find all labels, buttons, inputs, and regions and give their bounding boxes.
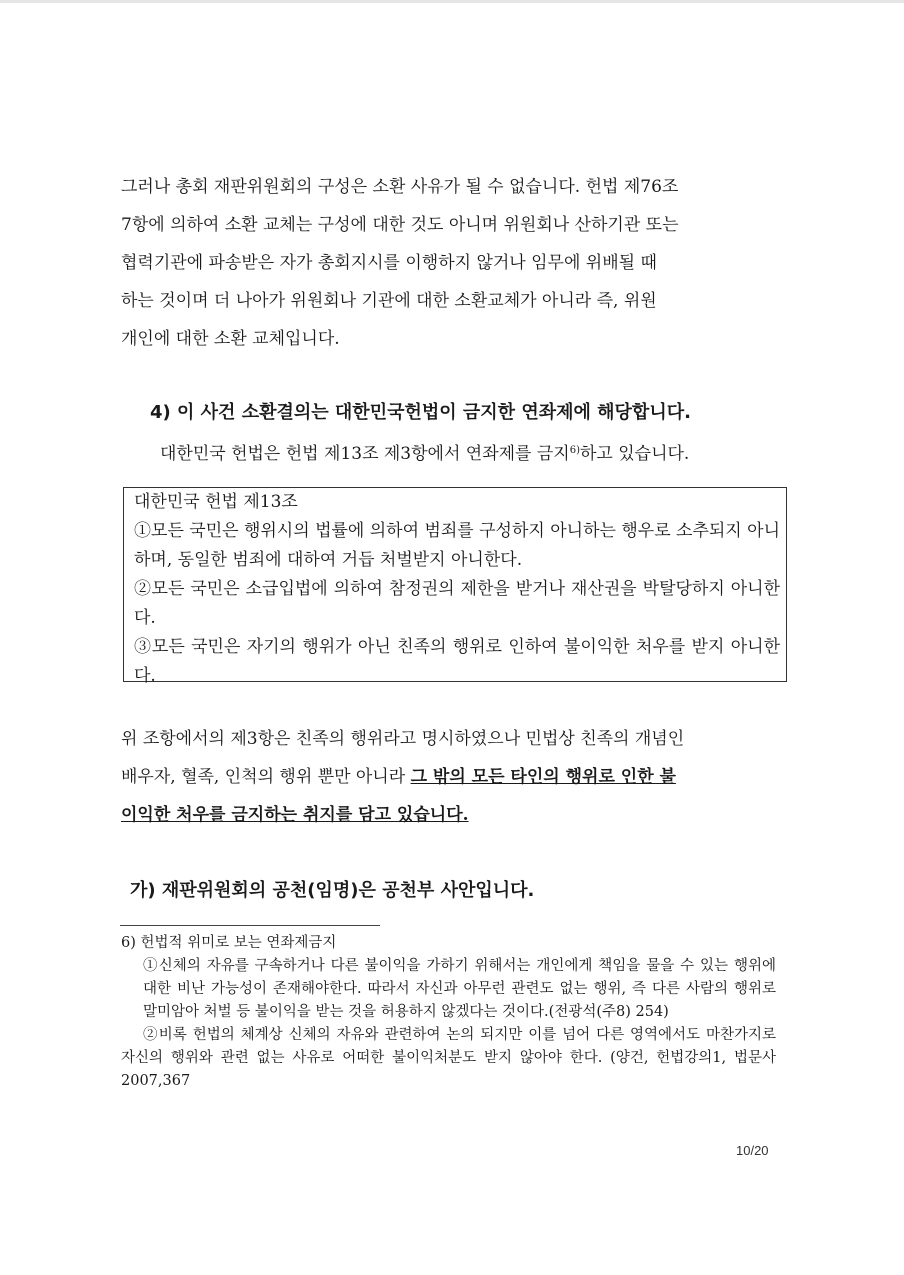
- text-line: 그러나 총회 재판위원회의 구성은 소환 사유가 될 수 없습니다. 헌법 제76조: [121, 177, 679, 197]
- text-line: 위 조항에서의 제3항은 친족의 행위라고 명시하였으나 민법상 친족의 개념인: [121, 729, 685, 749]
- intro-text: 대한민국 헌법은 헌법 제13조 제3항에서 연좌제를 금지: [160, 444, 570, 464]
- law-clause-3: ③모든 국민은 자기의 행위가 아닌 친족의 행위로 인하여 불이익한 처우를 받지 아니한다.: [134, 637, 780, 686]
- intro-text-end: 하고 있습니다.: [580, 444, 690, 464]
- text-line: 7항에 의하여 소환 교체는 구성에 대한 것도 아니며 위원회나 산하기관 또는: [121, 215, 679, 235]
- section-heading-4: 4) 이 사건 소환결의는 대한민국헌법이 금지한 연좌제에 해당합니다.: [150, 402, 691, 423]
- section4-intro: [160, 439, 689, 464]
- footnote-paragraph-1: ①신체의 자유를 구속하거나 다른 불이익을 가하기 위해서는 개인에게 책임을 물을 수 있는 행위에 대한 비난 가능성이 존재해야한다. 따라서 자신과 아무런 관련도 없는 행위, 즉 다른 사람의 행위로 말미암아 처벌 등 불이익을 받는 것을 허용하지 않겠다는 것이다.(전광석(주8) 254): [143, 958, 776, 1020]
- page-number: 10/20: [736, 1143, 769, 1158]
- law-title: 대한민국 헌법 제13조: [134, 492, 298, 512]
- footnote-divider: [120, 925, 380, 926]
- emphasized-text: 그 밖의 모든 타인의 행위로 인한 불: [410, 767, 676, 787]
- text-line: 협력기관에 파송받은 자가 총회지시를 이행하지 않거나 임무에 위배될 때: [121, 253, 657, 273]
- paragraph-recall-composition: [121, 168, 777, 358]
- text-line: [121, 796, 777, 834]
- footnote-paragraph-2: ②비록 헌법의 체계상 신체의 자유와 관련하여 논의 되지만 이를 넘어 다른 영역에서도 마찬가지로 자신의 행위와 관련 없는 사유로 어떠한 불이익처분도 받지 않아야 한다. (양건, 헌법강의1, 법문사 2007,367: [121, 1027, 776, 1089]
- law-quote-box: [123, 487, 787, 686]
- section-heading-ga: 가) 재판위원회의 공천(임명)은 공천부 사안입니다.: [130, 880, 535, 901]
- law-clause-2: ②모든 국민은 소급입법에 의하여 참정권의 제한을 받거나 재산권을 박탈당하지 아니한다.: [134, 579, 780, 628]
- plain-text: 배우자, 혈족, 인척의 행위 뿐만 아니라: [121, 767, 411, 787]
- text-line: 개인에 대한 소환 교체입니다.: [121, 329, 340, 349]
- emphasized-text: 이익한 처우를 금지하는 취지를 담고 있습니다.: [121, 805, 469, 825]
- text-line: [121, 758, 777, 796]
- footnote-title: 6) 헌법적 위미로 보는 연좌제금지: [121, 935, 337, 951]
- footnote-6: [121, 932, 776, 1093]
- paragraph-clause-interpretation: [121, 720, 777, 834]
- top-border: [0, 0, 904, 3]
- footnote-ref[interactable]: 6): [569, 445, 580, 456]
- text-line: 하는 것이며 더 나아가 위원회나 기관에 대한 소환교체가 아니라 즉, 위원: [121, 291, 657, 311]
- law-clause-1: ①모든 국민은 행위시의 법률에 의하여 범죄를 구성하지 아니하는 행우로 소추되지 아니하며, 동일한 범죄에 대하여 거듭 처벌받지 아니한다.: [134, 521, 780, 570]
